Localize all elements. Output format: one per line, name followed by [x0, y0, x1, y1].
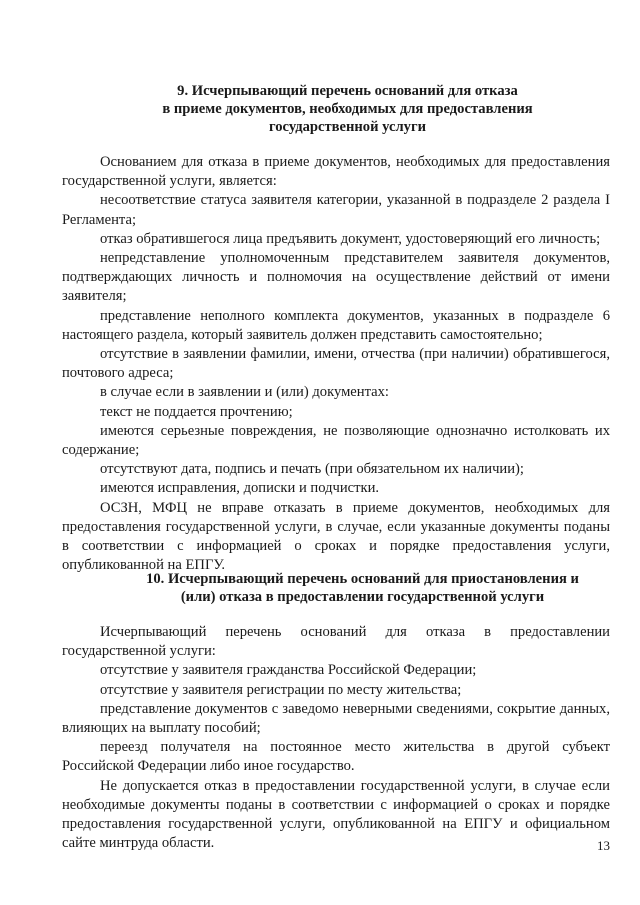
paragraph: отказ обратившегося лица предъявить документ, удостоверяющий его личность; — [100, 230, 601, 247]
page-number: 13 — [597, 838, 610, 853]
section-9-body — [62, 153, 610, 575]
paragraph: непредставление уполномоченным представителем заявителя документов, подтверждающих личность и полномочия на осуществление действий от имени заявителя; — [62, 250, 610, 305]
paragraph: представление неполного комплекта документов, указанных в подразделе 6 настоящего раздела, который заявитель должен представить самостоятельно; — [62, 307, 610, 343]
paragraph: отсутствие в заявлении фамилии, имени, отчества (при наличии) обратившегося, почтового адреса; — [62, 346, 610, 382]
paragraph: представление документов с заведомо неверными сведениями, сокрытие данных, влияющих на выплату пособий; — [62, 700, 610, 737]
paragraph: текст не поддается прочтению; — [100, 403, 293, 420]
paragraph: имеются исправления, дописки и подчистки. — [100, 480, 380, 497]
section-10-title-line: (или) отказа в предоставлении государственной услуги — [180, 589, 545, 605]
paragraph: переезд получателя на постоянное место жительства в другой субъект Российской Федерации либо иное государство. — [62, 739, 610, 775]
paragraph: имеются серьезные повреждения, не позволяющие однозначно истолковать их содержание; — [62, 422, 610, 459]
section-9-title-line: в приеме документов, необходимых для предоставления — [162, 101, 533, 117]
paragraph: Основанием для отказа в приеме документов, необходимых для предоставления государственной услуги, является: — [62, 154, 610, 190]
section-10-title-line: 10. Исчерпывающий перечень оснований для приостановления и — [146, 571, 579, 587]
paragraph: отсутствие у заявителя регистрации по месту жительства; — [100, 681, 462, 698]
paragraph: ОСЗН, МФЦ не вправе отказать в приеме документов, необходимых для предоставления государственной услуги, в случае, если указанные документы поданы в соответствии с информацией о сроках и порядке предоставления услуги, опубликованной на ЕПГУ. — [62, 499, 610, 574]
paragraph: Не допускается отказ в предоставлении государственной услуги, в случае если необходимые документы поданы в соответствии с информацией о сроках и порядке предоставления государственной услуги, опубликованной на ЕПГУ и официальном сайте минтруда области. — [62, 777, 610, 852]
section-9-title — [150, 82, 545, 136]
paragraph: Исчерпывающий перечень оснований для отказа в предоставлении государственной услуги: — [62, 624, 610, 660]
section-10-body — [62, 623, 610, 853]
paragraph: отсутствуют дата, подпись и печать (при обязательном их наличии); — [100, 461, 524, 478]
section-10-title — [125, 570, 600, 606]
section-9-title-line: государственной услуги — [268, 119, 427, 135]
paragraph: отсутствие у заявителя гражданства Российской Федерации; — [100, 662, 477, 679]
paragraph: в случае если в заявлении и (или) документах: — [100, 384, 389, 401]
paragraph: несоответствие статуса заявителя категории, указанной в подразделе 2 раздела I Регламента; — [62, 192, 610, 228]
section-9-title-line: 9. Исчерпывающий перечень оснований для отказа — [177, 83, 518, 99]
